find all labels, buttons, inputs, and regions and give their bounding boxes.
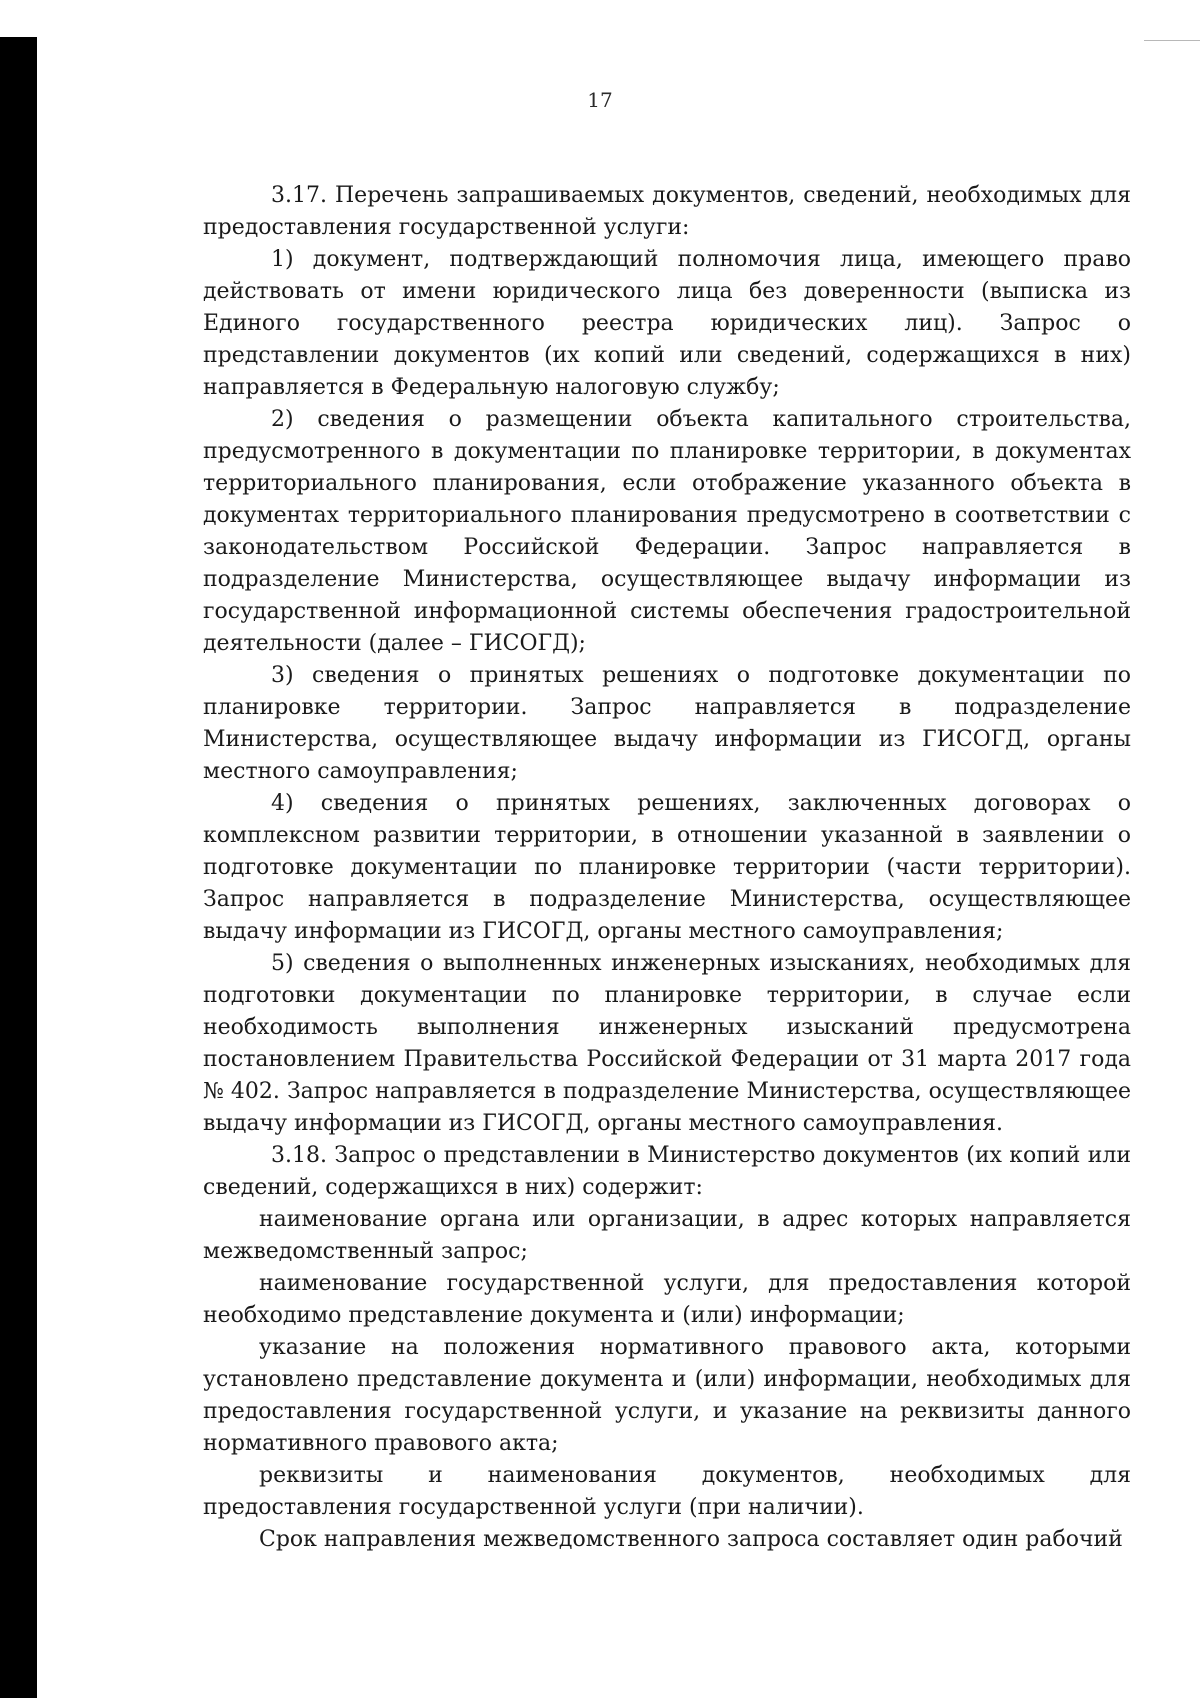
paragraph-item-3: 3) сведения о принятых решениях о подготовке документации по планировке территории. Запрос направляется в подразделение Министерства, осуществляющее выдачу информации из ГИСОГД, органы местного самоуправления; [203, 663, 1131, 784]
paragraph-request-recipient: наименование органа или организации, в адрес которых направляется межведомственный запрос; [203, 1207, 1131, 1264]
paragraph-item-1: 1) документ, подтверждающий полномочия лица, имеющего право действовать от имени юридического лица без доверенности (выписка из Единого государственного реестра юридических лиц). Запрос о представлении документов (их копий или сведений, содержащихся в них) направляется в Федеральную налоговую службу; [203, 247, 1131, 400]
paragraph-3-17: 3.17. Перечень запрашиваемых документов, сведений, необходимых для предоставления государственной услуги: [203, 183, 1131, 240]
paragraph-item-2: 2) сведения о размещении объекта капитального строительства, предусмотренного в документации по планировке территории, в документах территориального планирования, если отображение указанного объекта в документах территориального планирования предусмотрено в соответствии с законодательством Российской Федерации. Запрос направляется в подразделение Министерства, осуществляющее выдачу информации из государственной информационной системы обеспечения градостроительной деятельности (далее – ГИСОГД); [203, 407, 1131, 656]
scan-edge-shadow [0, 37, 37, 1698]
paragraph-item-5: 5) сведения о выполненных инженерных изысканиях, необходимых для подготовки документации по планировке территории, в случае если необходимость выполнения инженерных изысканий предусмотрена постановлением Правительства Российской Федерации от 31 марта 2017 года № 402. Запрос направляется в подразделение Министерства, осуществляющее выдачу информации из ГИСОГД, органы местного самоуправления. [203, 951, 1131, 1136]
document-body [203, 180, 1131, 1556]
paragraph-requisites: реквизиты и наименования документов, необходимых для предоставления государственной услуги (при наличии). [203, 1463, 1131, 1520]
paragraph-item-4: 4) сведения о принятых решениях, заключенных договорах о комплексном развитии территории, в отношении указанной в заявлении о подготовке документации по планировке территории (части территории). Запрос направляется в подразделение Министерства, осуществляющее выдачу информации из ГИСОГД, органы местного самоуправления; [203, 791, 1131, 944]
paragraph-service-name: наименование государственной услуги, для предоставления которой необходимо представление документа и (или) информации; [203, 1271, 1131, 1328]
paragraph-3-18: 3.18. Запрос о представлении в Министерство документов (их копий или сведений, содержащихся в них) содержит: [203, 1143, 1131, 1200]
corner-mark [1144, 40, 1200, 41]
paragraph-deadline: Срок направления межведомственного запроса составляет один рабочий [259, 1527, 1123, 1552]
paragraph-legal-act: указание на положения нормативного правового акта, которыми установлено представление документа и (или) информации, необходимых для предоставления государственной услуги, и указание на реквизиты данного нормативного правового акта; [203, 1335, 1131, 1456]
page-number: 17 [587, 88, 613, 112]
